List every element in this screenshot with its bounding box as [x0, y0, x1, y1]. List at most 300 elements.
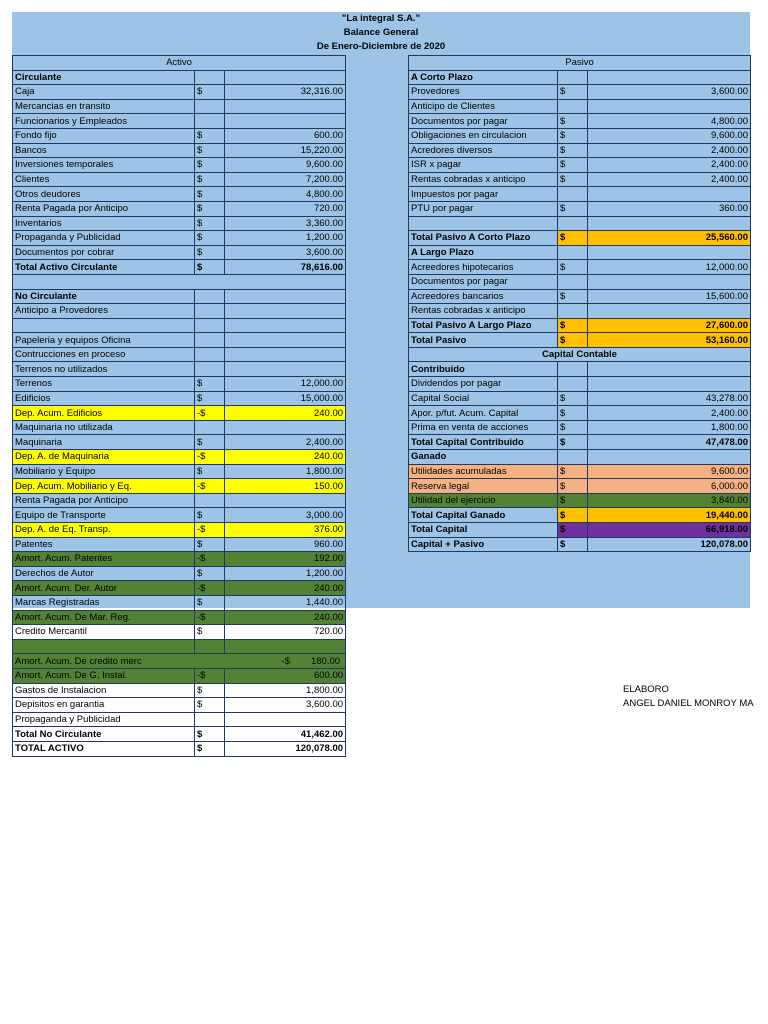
row-label: Anticipo de Clientes [409, 99, 558, 114]
row-sign: $ [558, 85, 588, 100]
row-label: Reserva legal [409, 479, 558, 494]
row-label: Total Pasivo A Corto Plazo [409, 231, 558, 246]
row-label: Terrenos [13, 377, 195, 392]
row-sign [558, 187, 588, 202]
row-sign: -$ [195, 668, 225, 683]
table-row [13, 450, 346, 465]
table-row [409, 318, 751, 333]
row-value [588, 245, 751, 260]
table-row [409, 260, 751, 275]
row-label: Total Pasivo A Largo Plazo [409, 318, 558, 333]
table-row [13, 698, 346, 713]
table-row [409, 333, 751, 348]
row-sign: $ [195, 625, 225, 640]
row-value: 9,600.00 [588, 464, 751, 479]
row-sign: $ [195, 727, 225, 742]
row-value: 3,600.00 [588, 85, 751, 100]
row-sign: $ [195, 508, 225, 523]
table-row [409, 479, 751, 494]
row-label: Capital Social [409, 391, 558, 406]
row-sign: $ [558, 420, 588, 435]
row-value: 1,200.00 [225, 231, 346, 246]
row-value: 15,000.00 [225, 391, 346, 406]
row-sign: $ [558, 333, 588, 348]
table-row [13, 712, 346, 727]
row-sign: $ [195, 698, 225, 713]
row-value: 6,000.00 [588, 479, 751, 494]
row-label: Acredores diversos [409, 143, 558, 158]
row-sign: $ [558, 406, 588, 421]
row-value [225, 304, 346, 319]
row-value: 12,000.00 [588, 260, 751, 275]
row-value: 2,400.00 [588, 172, 751, 187]
table-row [13, 479, 346, 494]
row-label: Patentes [13, 537, 195, 552]
table-row [409, 523, 751, 538]
row-sign [558, 70, 588, 85]
row-value: 720.00 [225, 625, 346, 640]
row-label: Total No Circulante [13, 727, 195, 742]
row-label: Otros deudores [13, 187, 195, 202]
table-row [13, 683, 346, 698]
row-sign: $ [195, 464, 225, 479]
row-sign: $ [558, 435, 588, 450]
row-sign: $ [195, 377, 225, 392]
row-value: 240.00 [225, 450, 346, 465]
table-row [13, 289, 346, 304]
row-sign [195, 347, 225, 362]
activo-title-row [13, 56, 346, 71]
table-row [409, 70, 751, 85]
row-value [588, 274, 751, 289]
row-value: 25,560.00 [588, 231, 751, 246]
row-label: Clientes [13, 172, 195, 187]
row-sign [195, 420, 225, 435]
table-row [13, 245, 346, 260]
row-label: Propaganda y Publicidad [13, 712, 195, 727]
table-row [409, 406, 751, 421]
table-row [409, 85, 751, 100]
row-value: 3,600.00 [225, 698, 346, 713]
row-value [225, 639, 346, 654]
row-value: 3,000.00 [225, 508, 346, 523]
row-label: Depisitos en garantia [13, 698, 195, 713]
row-value: 960.00 [225, 537, 346, 552]
table-row [13, 406, 346, 421]
row-value: 376.00 [225, 523, 346, 538]
row-label: Prima en venta de acciones [409, 420, 558, 435]
table-row [13, 727, 346, 742]
row-value: 41,462.00 [225, 727, 346, 742]
table-row [13, 537, 346, 552]
table-row [409, 450, 751, 465]
row-sign [195, 304, 225, 319]
row-sign: -$ [195, 450, 225, 465]
table-row [409, 289, 751, 304]
row-label: Impuestos por pagar [409, 187, 558, 202]
row-sign [558, 377, 588, 392]
table-row [13, 231, 346, 246]
row-label: Maquinaria [13, 435, 195, 450]
table-row [409, 420, 751, 435]
row-label: Marcas Registradas [13, 595, 195, 610]
row-label: Amort. Acum. De credito merc [15, 655, 142, 667]
row-sign: $ [558, 493, 588, 508]
row-label: Bancos [13, 143, 195, 158]
row-label: Documentos por cobrar [13, 245, 195, 260]
row-sign: $ [558, 289, 588, 304]
table-row [409, 508, 751, 523]
table-row [409, 216, 751, 231]
activo-title: Activo [13, 56, 346, 71]
row-sign: $ [195, 245, 225, 260]
row-label: Capital + Pasivo [409, 537, 558, 552]
row-value: 53,160.00 [588, 333, 751, 348]
table-row [409, 493, 751, 508]
table-row [409, 99, 751, 114]
row-label: Renta Pagada por Anticipo [13, 201, 195, 216]
row-label: Propaganda y Publicidad [13, 231, 195, 246]
row-sign [558, 304, 588, 319]
row-label: Maquinaria no utilizada [13, 420, 195, 435]
row-label: Contribuido [409, 362, 558, 377]
row-label: Dividendos por pagar [409, 377, 558, 392]
row-label: Dep. Acum. Edificios [13, 406, 195, 421]
row-value: 43,278.00 [588, 391, 751, 406]
table-row [13, 70, 346, 85]
row-value: 150.00 [225, 479, 346, 494]
table-row [13, 187, 346, 202]
row-value [225, 362, 346, 377]
row-label: Funcionarios y Empleados [13, 114, 195, 129]
table-row [13, 201, 346, 216]
table-row [409, 377, 751, 392]
row-value [588, 216, 751, 231]
row-sign: -$ [195, 406, 225, 421]
row-value [225, 114, 346, 129]
table-row [13, 260, 346, 275]
row-label: Amort. Acum. Der. Autor [13, 581, 195, 596]
row-value: 240.00 [225, 406, 346, 421]
table-cell-merged [13, 654, 346, 669]
table-row [409, 172, 751, 187]
row-sign: $ [558, 143, 588, 158]
row-sign [558, 216, 588, 231]
row-sign: $ [195, 201, 225, 216]
row-label: Ganado [409, 450, 558, 465]
row-value: 1,800.00 [588, 420, 751, 435]
table-row [13, 595, 346, 610]
row-value [588, 187, 751, 202]
row-label: Anticipo a Provedores [13, 304, 195, 319]
row-label: Obligaciones en circulacion [409, 128, 558, 143]
row-sign: $ [195, 566, 225, 581]
row-value: 240.00 [225, 610, 346, 625]
row-sign: $ [195, 158, 225, 173]
table-row [409, 201, 751, 216]
table-row [409, 274, 751, 289]
row-sign: $ [558, 231, 588, 246]
row-sign: $ [195, 85, 225, 100]
row-value: 47,478.00 [588, 435, 751, 450]
row-label: Apor. p/fut. Acum. Capital [409, 406, 558, 421]
row-value: 600.00 [225, 128, 346, 143]
row-label: PTU por pagar [409, 201, 558, 216]
row-label: Fondo fijo [13, 128, 195, 143]
row-sign [558, 99, 588, 114]
row-sign [558, 362, 588, 377]
row-value: 15,220.00 [225, 143, 346, 158]
table-row [13, 741, 346, 756]
row-sign [558, 274, 588, 289]
row-label: Equipo de Transporte [13, 508, 195, 523]
row-label: Total Capital [409, 523, 558, 538]
row-sign [558, 245, 588, 260]
row-sign: $ [195, 187, 225, 202]
row-value [225, 420, 346, 435]
statement-title: Balance General [343, 27, 419, 38]
row-sign [195, 289, 225, 304]
row-sign: $ [195, 595, 225, 610]
table-row [13, 216, 346, 231]
row-value [588, 377, 751, 392]
row-sign: $ [558, 391, 588, 406]
row-value: 2,400.00 [588, 406, 751, 421]
row-label: Documentos por pagar [409, 274, 558, 289]
row-sign [195, 318, 225, 333]
table-row [13, 99, 346, 114]
row-label: Amort. Acum. De G. Instal. [13, 668, 195, 683]
table-row [409, 231, 751, 246]
row-label: Acreedores bancarios [409, 289, 558, 304]
table-row [13, 581, 346, 596]
table-row [409, 362, 751, 377]
row-sign [195, 333, 225, 348]
table-row [409, 114, 751, 129]
row-label: Dep. A. de Maquinaria [13, 450, 195, 465]
row-label: Caja [13, 85, 195, 100]
row-sign: $ [195, 231, 225, 246]
table-row [13, 318, 346, 333]
row-sign: $ [558, 128, 588, 143]
row-value: 1,440.00 [225, 595, 346, 610]
row-sign: $ [195, 216, 225, 231]
row-value: 9,600.00 [588, 128, 751, 143]
table-row [13, 668, 346, 683]
row-value: 2,400.00 [588, 158, 751, 173]
row-label: Terrenos no utilizados [13, 362, 195, 377]
row-sign [195, 362, 225, 377]
row-sign [195, 70, 225, 85]
table-row [13, 639, 346, 654]
row-sign: $ [558, 114, 588, 129]
row-value: 1,800.00 [225, 464, 346, 479]
table-row [13, 625, 346, 640]
row-label: Circulante [13, 70, 195, 85]
table-row [13, 128, 346, 143]
row-value: 66,918.00 [588, 523, 751, 538]
row-label: Acreedores hipotecarios [409, 260, 558, 275]
row-value: 19,440.00 [588, 508, 751, 523]
row-label: No Circulante [13, 289, 195, 304]
table-row [13, 347, 346, 362]
row-value: 240.00 [225, 581, 346, 596]
row-label: Inversiones temporales [13, 158, 195, 173]
row-value: 2,400.00 [225, 435, 346, 450]
table-row [13, 85, 346, 100]
table-row [409, 464, 751, 479]
row-label: Amort. Acum. Patentes [13, 552, 195, 567]
row-value [588, 450, 751, 465]
row-sign: $ [558, 508, 588, 523]
row-label: ISR x pagar [409, 158, 558, 173]
row-value: 3,360.00 [225, 216, 346, 231]
row-label: Utilidades acumuladas [409, 464, 558, 479]
row-label: Rentas cobradas x anticipo [409, 172, 558, 187]
row-value [588, 304, 751, 319]
row-sign: -$ [195, 552, 225, 567]
row-sign: -$ [195, 581, 225, 596]
row-sign: $ [558, 158, 588, 173]
row-label: Contrucciones en proceso [13, 347, 195, 362]
table-row [13, 523, 346, 538]
row-label: Gastos de Instalacion [13, 683, 195, 698]
row-label: TOTAL ACTIVO [13, 741, 195, 756]
table-row [409, 187, 751, 202]
table-row [13, 304, 346, 319]
row-label: Total Activo Circulante [13, 260, 195, 275]
table-row [13, 362, 346, 377]
table-row [409, 537, 751, 552]
row-value: -$ 180.00 [281, 655, 341, 667]
row-sign: -$ [195, 479, 225, 494]
row-value: 192.00 [225, 552, 346, 567]
row-sign [195, 493, 225, 508]
table-row [13, 274, 346, 289]
row-sign: $ [558, 537, 588, 552]
table-row [409, 347, 751, 362]
row-label: Total Pasivo [409, 333, 558, 348]
row-value: 3,840.00 [588, 493, 751, 508]
row-value: 7,200.00 [225, 172, 346, 187]
row-label: A Corto Plazo [409, 70, 558, 85]
row-value [588, 99, 751, 114]
table-row [13, 435, 346, 450]
company-name: "La integral S.A." [341, 13, 421, 24]
row-sign [558, 450, 588, 465]
row-sign: $ [558, 464, 588, 479]
table-row [409, 304, 751, 319]
row-sign: $ [558, 260, 588, 275]
row-label: Mobiliario y Equipo [13, 464, 195, 479]
row-sign: $ [195, 143, 225, 158]
row-sign: $ [195, 128, 225, 143]
row-value [225, 289, 346, 304]
pasivo-title: Pasivo [409, 56, 751, 71]
row-sign: -$ [195, 610, 225, 625]
row-sign: $ [195, 537, 225, 552]
table-row [409, 245, 751, 260]
row-label [13, 639, 195, 654]
pasivo-title-row [409, 56, 751, 71]
activo-table [12, 55, 346, 757]
row-sign: $ [195, 260, 225, 275]
row-value [225, 347, 346, 362]
row-sign: $ [195, 741, 225, 756]
row-value: 600.00 [225, 668, 346, 683]
table-row [13, 552, 346, 567]
table-row [13, 420, 346, 435]
row-value: 1,200.00 [225, 566, 346, 581]
table-row [13, 566, 346, 581]
table-row [13, 377, 346, 392]
table-row [409, 128, 751, 143]
row-label: Total Capital Ganado [409, 508, 558, 523]
row-label [13, 318, 195, 333]
row-label: Provedores [409, 85, 558, 100]
row-value [225, 70, 346, 85]
row-value [225, 493, 346, 508]
table-row [13, 172, 346, 187]
row-value: 360.00 [588, 201, 751, 216]
row-value: 120,078.00 [225, 741, 346, 756]
row-label: Documentos por pagar [409, 114, 558, 129]
row-label: Dep. A. de Eq. Transp. [13, 523, 195, 538]
row-sign: $ [195, 391, 225, 406]
row-sign [195, 712, 225, 727]
row-sign [195, 99, 225, 114]
row-value [225, 712, 346, 727]
row-sign [195, 639, 225, 654]
row-value [225, 318, 346, 333]
row-label: A Largo Plazo [409, 245, 558, 260]
row-sign: $ [558, 479, 588, 494]
row-label: Dep. Acum. Mobiliario y Eq. [13, 479, 195, 494]
row-label: Inventarios [13, 216, 195, 231]
table-row [13, 158, 346, 173]
row-value [225, 99, 346, 114]
row-value: 1,800.00 [225, 683, 346, 698]
row-value: 3,600.00 [225, 245, 346, 260]
table-row [13, 464, 346, 479]
row-sign: $ [195, 435, 225, 450]
blank-cell [13, 274, 346, 289]
row-value: 32,316.00 [225, 85, 346, 100]
row-label: Rentas cobradas x anticipo [409, 304, 558, 319]
row-value: 120,078.00 [588, 537, 751, 552]
row-value [588, 70, 751, 85]
row-label [409, 216, 558, 231]
pasivo-table [408, 55, 751, 552]
table-row [13, 508, 346, 523]
table-row [13, 610, 346, 625]
section-header: Capital Contable [409, 347, 751, 362]
row-value: 4,800.00 [225, 187, 346, 202]
row-value: 720.00 [225, 201, 346, 216]
row-sign: $ [558, 201, 588, 216]
row-value: 78,616.00 [225, 260, 346, 275]
row-value: 4,800.00 [588, 114, 751, 129]
table-row [13, 391, 346, 406]
row-label: Credito Mercantil [13, 625, 195, 640]
table-row [13, 333, 346, 348]
row-label: Papeleria y equipos Oficina [13, 333, 195, 348]
table-row [409, 435, 751, 450]
signature-name: ANGEL DANIEL MONROY MA [623, 698, 754, 709]
row-value [225, 333, 346, 348]
table-row [13, 493, 346, 508]
row-label: Mercancias en transito [13, 99, 195, 114]
